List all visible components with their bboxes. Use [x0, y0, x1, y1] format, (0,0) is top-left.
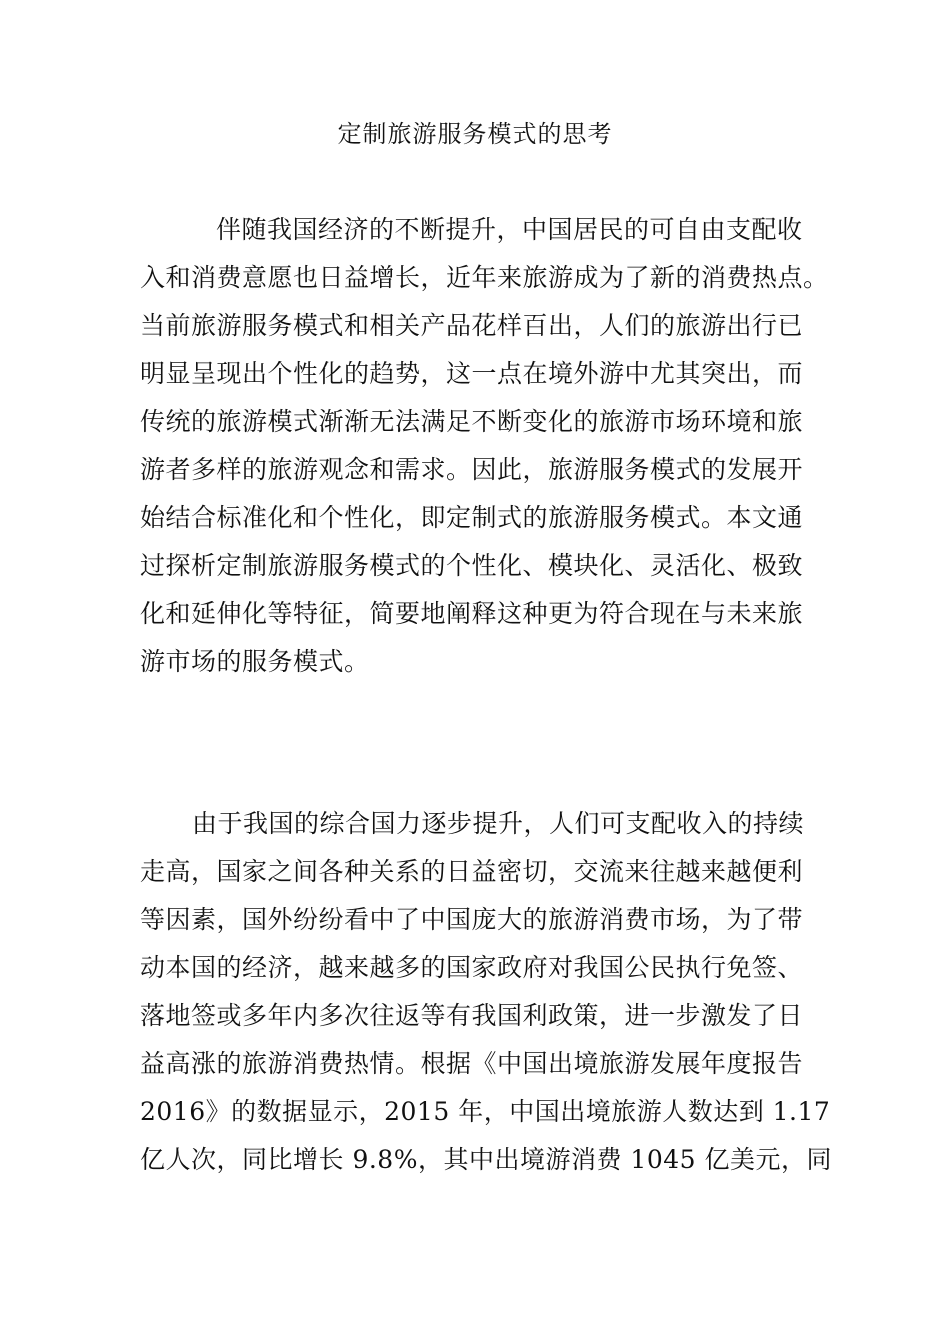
- text-line: 动本国的经济，越来越多的国家政府对我国公民执行免签、: [140, 953, 804, 982]
- text-line: 落地签或多年内多次往返等有我国利政策，进一步激发了日: [140, 1001, 804, 1030]
- text-line: 始结合标准化和个性化，即定制式的旅游服务模式。本文通: [140, 503, 804, 532]
- text-line: 入和消费意愿也日益增长，近年来旅游成为了新的消费热点。: [140, 263, 829, 292]
- text-line: 等因素，国外纷纷看中了中国庞大的旅游消费市场，为了带: [140, 905, 804, 934]
- text-line: 由于我国的综合国力逐步提升，人们可支配收入的持续: [192, 809, 805, 838]
- text-line: 当前旅游服务模式和相关产品花样百出，人们的旅游出行已: [140, 311, 804, 340]
- text-line: 传统的旅游模式渐渐无法满足不断变化的旅游市场环境和旅: [140, 407, 804, 436]
- text-line: 游者多样的旅游观念和需求。因此，旅游服务模式的发展开: [140, 455, 804, 484]
- text-line: 伴随我国经济的不断提升，中国居民的可自由支配收: [216, 215, 803, 244]
- text-line: 过探析定制旅游服务模式的个性化、模块化、灵活化、极致: [140, 551, 804, 580]
- text-line: 游市场的服务模式。: [140, 647, 370, 676]
- text-line: 化和延伸化等特征，简要地阐释这种更为符合现在与未来旅: [140, 599, 804, 628]
- text-line: 2016》的数据显示，2015 年，中国出境旅游人数达到 1.17: [140, 1097, 831, 1126]
- text-line: 走高，国家之间各种关系的日益密切，交流来往越来越便利: [140, 857, 804, 886]
- text-line: 益高涨的旅游消费热情。根据《中国出境旅游发展年度报告: [140, 1049, 804, 1078]
- text-line: 亿人次，同比增长 9.8%，其中出境游消费 1045 亿美元，同: [140, 1145, 832, 1174]
- document-title: 定制旅游服务模式的思考: [337, 120, 613, 148]
- text-line: 明显呈现出个性化的趋势，这一点在境外游中尤其突出，而: [140, 359, 804, 388]
- abstract-paragraph: [140, 206, 829, 686]
- body-paragraph: [140, 800, 832, 1184]
